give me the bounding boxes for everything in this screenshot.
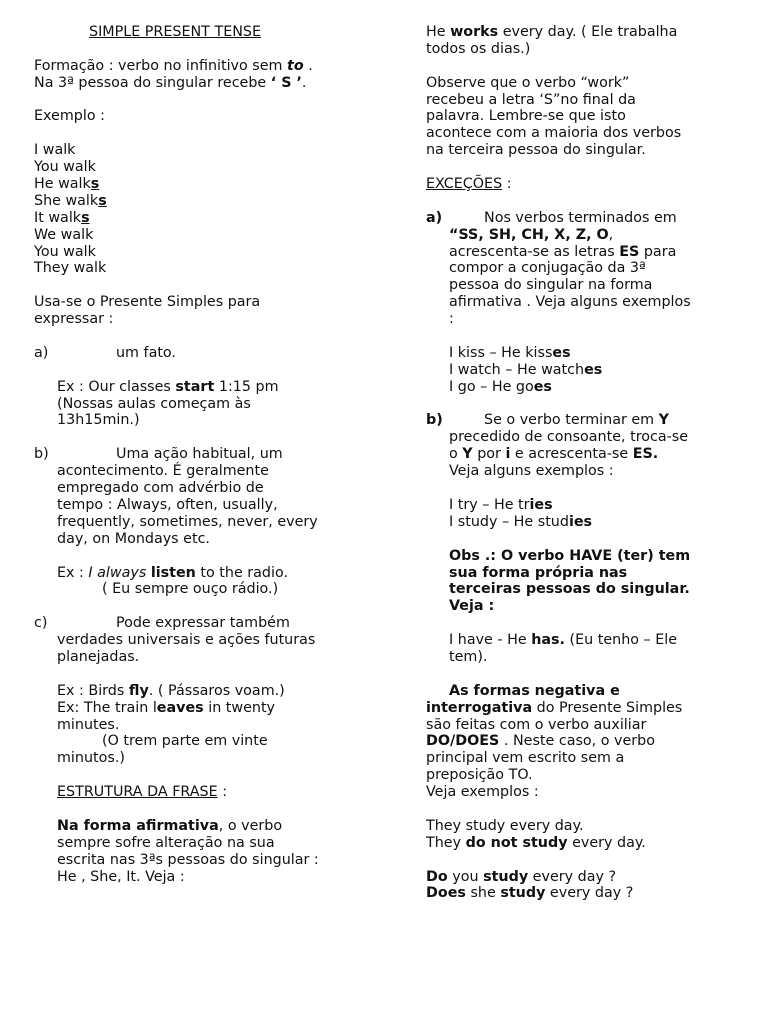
item-b: b) Uma ação habitual, um <box>34 446 283 463</box>
affirmative-form-text: escrita nas 3ªs pessoas do singular : <box>57 851 319 868</box>
item-c-text: planejadas. <box>57 648 140 665</box>
example-c1: Ex : Birds fly. ( Pássaros voam.) <box>57 682 285 699</box>
have-note: Obs .: O verbo HAVE (ter) tem <box>449 547 691 564</box>
usage-intro: Usa-se o Presente Simples para <box>34 294 261 311</box>
exception-b-example: I try – He tries <box>449 496 553 513</box>
negative-text: principal vem escrito sem a <box>426 750 625 767</box>
item-a: a) um fato. <box>34 344 176 361</box>
exception-a-example: I watch – He watches <box>449 361 603 378</box>
observe-text: palavra. Lembre-se que isto <box>426 108 626 125</box>
example-a: Ex : Our classes start 1:15 pm <box>57 378 279 395</box>
example-c-translation: minutos.) <box>57 750 125 767</box>
left-column <box>34 24 354 885</box>
exception-b: b) Se o verbo terminar em Y <box>426 412 670 429</box>
example-sentence: They study every day. <box>426 817 584 834</box>
negative-text: são feitas com o verbo auxiliar <box>426 716 647 733</box>
works-example: He works every day. ( Ele trabalha <box>426 24 678 40</box>
conjugation-line: I walk <box>34 142 76 159</box>
example-sentence: They do not study every day. <box>426 834 646 851</box>
item-b-text: acontecimento. É geralmente <box>57 463 269 480</box>
negative-text: preposição TO. <box>426 767 533 784</box>
example-c-translation: (O trem parte em vinte <box>102 733 268 750</box>
exception-a-text: : <box>449 311 454 328</box>
exception-b-text: precedido de consoante, troca-se <box>449 429 689 446</box>
negative-text: interrogativa do Presente Simples <box>426 699 683 716</box>
exception-a-text: pessoa do singular na forma <box>449 277 653 294</box>
observe-text: acontece com a maioria dos verbos <box>426 125 682 142</box>
formation-line: Formação : verbo no infinitivo sem to . <box>34 57 313 74</box>
affirmative-form: Na forma afirmativa, o verbo <box>57 817 283 834</box>
item-b-text: day, on Mondays etc. <box>57 530 210 547</box>
conjugation-line: He walks <box>34 176 100 193</box>
example-b: Ex : I always listen to the radio. <box>57 564 289 581</box>
have-note: Veja : <box>449 598 495 615</box>
exception-b-text: Veja alguns exemplos : <box>449 463 614 480</box>
exception-a-endings: “SS, SH, CH, X, Z, O, <box>449 226 614 243</box>
negative-intro: As formas negativa e <box>449 682 620 699</box>
exception-a-example: I go – He goes <box>449 378 552 395</box>
negative-text: DO/DOES . Neste caso, o verbo <box>426 733 656 750</box>
example-a-translation: (Nossas aulas começam às <box>57 395 251 412</box>
have-note: sua forma própria nas <box>449 564 628 581</box>
conjugation-line: They walk <box>34 260 107 277</box>
example-sentence: Do you study every day ? <box>426 868 617 885</box>
have-example-cont: tem). <box>449 648 488 665</box>
item-c: c) Pode expressar também <box>34 615 290 632</box>
conjugation-line: You walk <box>34 243 96 260</box>
exception-a-text: acrescenta-se as letras ES para <box>449 243 677 260</box>
example-a-translation: 13h15min.) <box>57 412 140 429</box>
example-heading: Exemplo : <box>34 108 105 125</box>
observe-text: Observe que o verbo “work” <box>426 74 630 91</box>
works-example-cont: todos os dias.) <box>426 40 531 57</box>
example-b-translation: ( Eu sempre ouço rádio.) <box>102 581 279 598</box>
exception-a-text: afirmativa . Veja alguns exemplos <box>449 294 691 311</box>
exception-a-example: I kiss – He kisses <box>449 344 571 361</box>
exception-b-text: o Y por i e acrescenta-se ES. <box>449 446 659 463</box>
usage-intro: expressar : <box>34 311 114 328</box>
item-b-text: empregado com advérbio de <box>57 480 264 497</box>
right-column <box>426 24 726 902</box>
conjugation-line: We walk <box>34 226 94 243</box>
item-b-text: frequently, sometimes, never, every <box>57 513 318 530</box>
have-example: I have - He has. (Eu tenho – Ele <box>449 632 678 649</box>
negative-text: Veja exemplos : <box>426 784 539 801</box>
conjugation-line: It walks <box>34 209 90 226</box>
third-person-line: Na 3ª pessoa do singular recebe ‘ S ’. <box>34 74 307 91</box>
example-sentence: Does she study every day ? <box>426 885 634 902</box>
have-note: terceiras pessoas do singular. <box>449 581 690 598</box>
structure-heading: ESTRUTURA DA FRASE : <box>57 784 228 801</box>
conjugation-line: You walk <box>34 159 96 176</box>
observe-text: na terceira pessoa do singular. <box>426 142 646 159</box>
exception-a: a) Nos verbos terminados em <box>426 209 677 226</box>
item-b-text: tempo : Always, often, usually, <box>57 496 278 513</box>
exception-a-text: compor a conjugação da 3ª <box>449 260 646 277</box>
exception-b-example: I study – He studies <box>449 513 593 530</box>
affirmative-form-text: sempre sofre alteração na sua <box>57 834 275 851</box>
example-c2-cont: minutes. <box>57 716 120 733</box>
page-title: SIMPLE PRESENT TENSE <box>89 24 262 40</box>
conjugation-line: She walks <box>34 192 107 209</box>
observe-text: recebeu a letra ‘S”no final da <box>426 91 636 108</box>
example-c2: Ex: The train leaves in twenty <box>57 699 276 716</box>
affirmative-form-text: He , She, It. Veja : <box>57 868 185 885</box>
item-c-text: verdades universais e ações futuras <box>57 632 316 649</box>
exceptions-heading: EXCEÇÕES : <box>426 176 512 193</box>
